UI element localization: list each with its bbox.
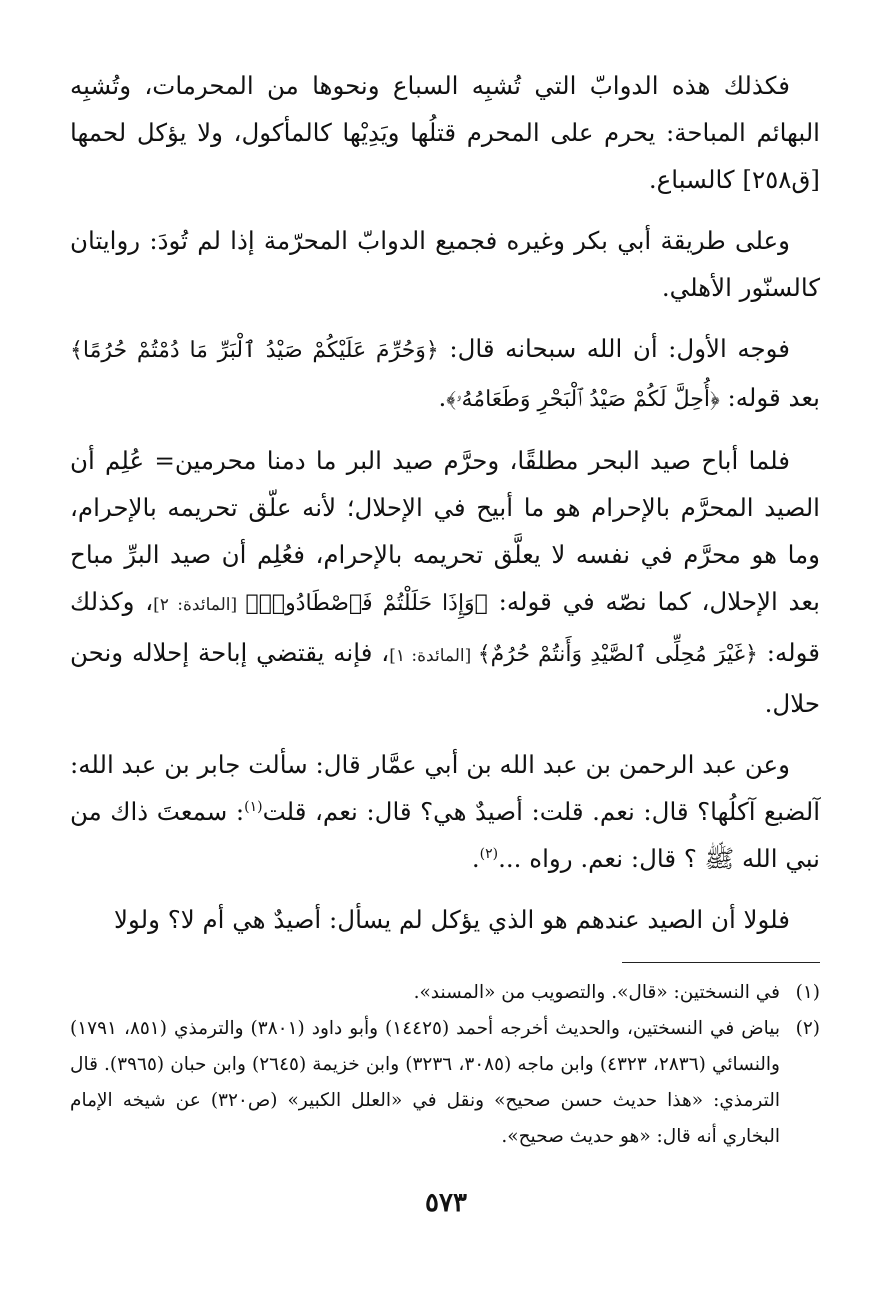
paragraph-4-text-a: فلما أباح صيد البحر مطلقًا، وحرَّم صيد البر ما دمنا محرمين= عُلِم أن الصيد المحرَّم بالإحرام هو ما أبيح في الإحلال؛ لأنه علّق تحريمه بالإحرام، وما هو محرَّم في نفسه لا يعلَّق تحريمه بالإحرام، فعُلِم أن صيد البرِّ مباح بعد الإحلال، كما نصّه في قوله: <box>70 446 821 616</box>
paragraph-5-text-b: : سمعتَ ذاك من نبي الله ﷺ ؟ قال: نعم. رواه ... <box>70 797 820 873</box>
paragraph-5-text-c: . <box>471 844 480 873</box>
quran-quote: ﴿غَيْرَ مُحِلِّى ٱلصَّيْدِ وَأَنتُمْ حُرُمٌ﴾ <box>477 642 758 667</box>
footnotes <box>70 975 820 1155</box>
paragraph-4-text-c: ، فإنه يقتضي إباحة إحلاله ونحن حلال. <box>70 638 820 718</box>
verse-reference: [المائدة: ٢] <box>153 595 246 615</box>
paragraph-3-text-a: فوجه الأول: أن الله سبحانه قال: <box>438 334 790 363</box>
footnote-2 <box>70 1011 820 1155</box>
paragraph-2: وعلى طريقة أبي بكر وغيره فجميع الدوابّ المحرّمة إذا لم تُودَ: روايتان كالسنّور الأهلي. <box>70 226 820 302</box>
paragraph-3-text-b: بعد قوله: <box>719 383 820 412</box>
quran-quote: ﴿وَحُرِّمَ عَلَيْكُمْ صَيْدُ ٱلْبَرِّ مَا دُمْتُمْ حُرُمًا﴾ <box>70 338 439 363</box>
paragraph-4-text-b: ، وكذلك قوله: <box>70 587 821 667</box>
verse-reference: [المائدة: ١] <box>389 646 478 666</box>
main-text <box>70 62 820 943</box>
quran-quote: ﴿أُحِلَّ لَكُمْ صَيْدُ ٱلْبَحْرِ وَطَعَامُهُۥ﴾ <box>446 387 720 412</box>
quran-quote: ﴿وَإِذَا حَلَلْتُمْ فَٱصْطَادُوا۟﴾ <box>245 591 488 616</box>
page-number: ٥٧٣ <box>425 1188 467 1218</box>
paragraph-6: فلولا أن الصيد عندهم هو الذي يؤكل لم يسأل: أصيدٌ هي أم لا؟ ولولا <box>114 905 790 934</box>
paragraph-5-text-a: وعن عبد الرحمن بن عبد الله بن أبي عمَّار قال: سألت جابر بن عبد الله: آلضبع آكلُها؟ قال: نعم. قلت: أصيدٌ هي؟ قال: نعم، قلت <box>69 750 820 826</box>
paragraph-3 <box>70 325 820 423</box>
footnote-marker: (٢) <box>479 845 499 862</box>
footnote-1 <box>70 975 820 1011</box>
footnote-number: (١) <box>795 982 820 1003</box>
paragraph-4 <box>70 437 820 727</box>
footnote-text: بياض في النسختين، والحديث أخرجه أحمد (١٤٤٢٥) وأبو داود (٣٨٠١) والترمذي (٨٥١، ١٧٩١) والنسائي (٢٨٣٦، ٤٣٢٣) وابن ماجه (٣٠٨٥، ٣٢٣٦) وابن خزيمة (٢٦٤٥) وابن حبان (٣٩٦٥). قال الترمذي: «هذا حديث حسن صحيح» ونقل في «العلل الكبير» (ص٣٢٠) عن شيخه الإمام البخاري أنه قال: «هو حديث صحيح». <box>70 1018 780 1147</box>
footnote-text: في النسختين: «قال». والتصويب من «المسند». <box>413 982 780 1003</box>
footnote-marker: (١) <box>244 798 263 815</box>
paragraph-1: فكذلك هذه الدوابّ التي تُشبِه السباع ونحوها من المحرمات، وتُشبِه البهائم المباحة: يحرم على المحرم قتلُها ويَدِيْها كالمأكول، ولا يؤكل لحمها [ق٢٥٨] كالسباع. <box>70 71 820 194</box>
paragraph-3-text-c: . <box>438 383 447 412</box>
footnote-number: (٢) <box>795 1018 820 1039</box>
footnote-separator <box>622 962 820 963</box>
paragraph-5 <box>70 741 820 882</box>
